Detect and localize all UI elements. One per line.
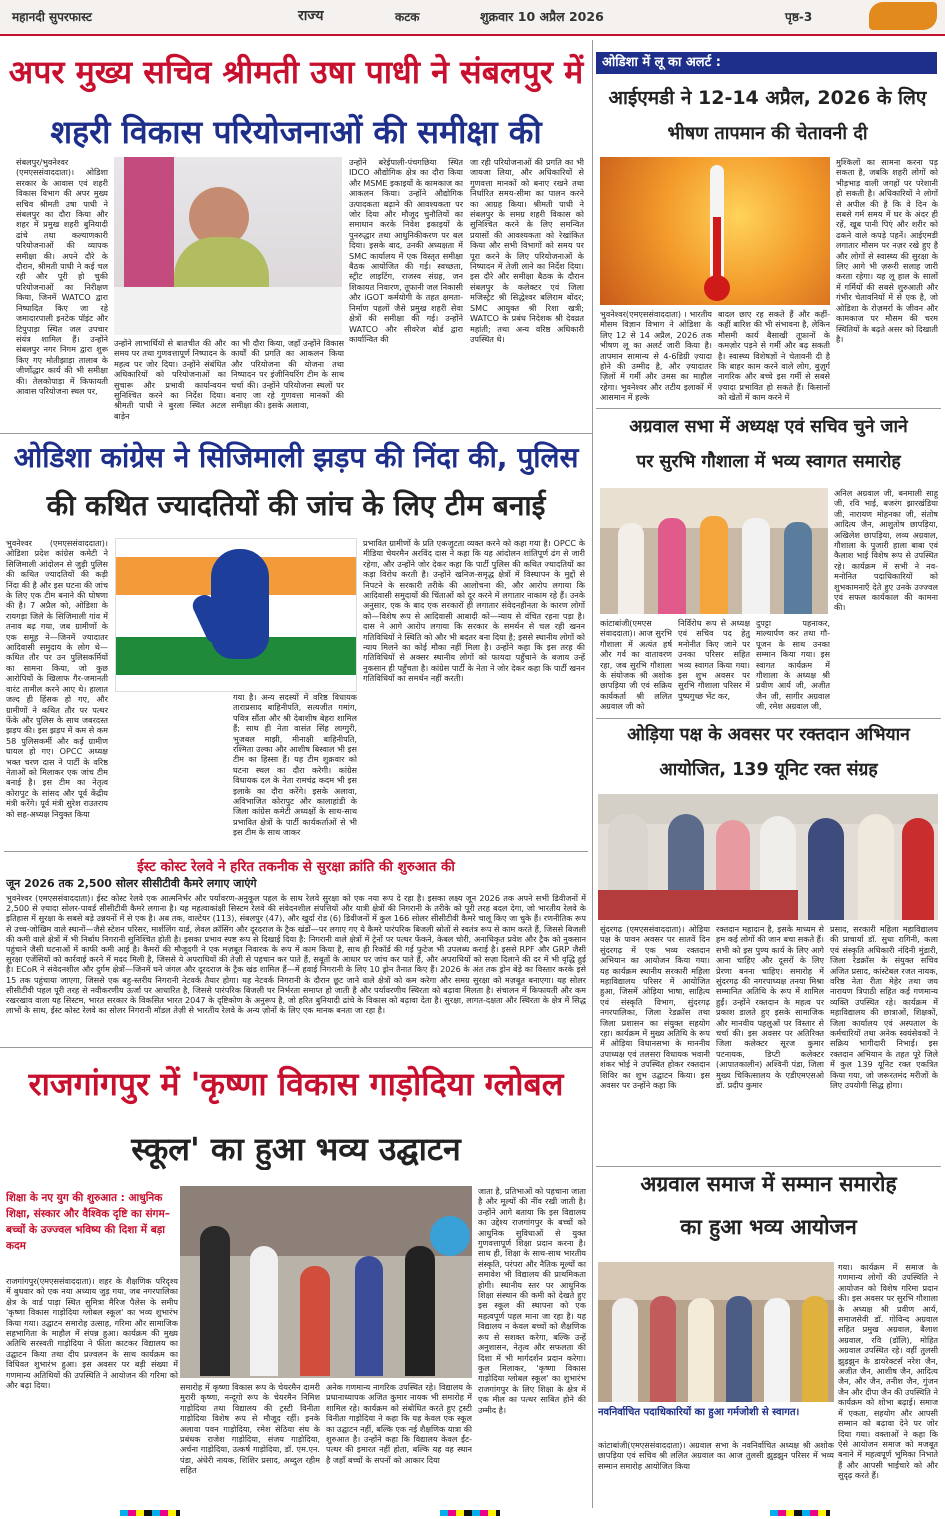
rail-box (4, 851, 588, 852)
a4-col4: जाता है, प्रतिभाओं को पहचाना जाता है और मूल्यों की नींव रखी जाती है। उन्होंने आगे बताया कि इस विद्यालय का उद्देश्य राजगांगपुर के बच्चों को आधुनिक सुविधाओं से युक्त गुणवत्तापूर्ण शिक्षा प्रदान करना है। साथ ही, शिक्षा के साथ-साथ भारतीय संस्कृति, परंपरा और नैतिक मूल्यों का समावेश भी विद्यालय की प्राथमिकता होगी। स्थानीय स्तर पर आधुनिक शिक्षा संस्थान की कमी को देखते हुए इस स्कूल की स्थापना को एक महत्वपूर्ण पहल माना जा रहा है। यह विद्यालय न केवल बच्चों को शैक्षणिक रूप से सशक्त करेगा, बल्कि उन्हें अनुशासन, नेतृत्व और सफलता की दिशा में भी मार्गदर्शन प्रदान करेगा। कुल मिलाकर, 'कृष्णा विकास गाड़ोदिया ग्लोबल स्कूल' का शुभारंभ राजगांगपुर के लिए शिक्षा के क्षेत्र में एक मील का पत्थर साबित होने की उम्मीद है। (478, 1186, 586, 1415)
r4-headline-1: अग्रवाल समाज में सम्मान समारोह (640, 1172, 897, 1196)
r2-headline-1: अग्रवाल सभा में अध्यक्ष एवं सचिव चुने जाने (629, 417, 908, 437)
r3-photo-blood-camp (598, 794, 938, 920)
divider (596, 1166, 941, 1167)
a4-headline-2: स्कूल' का हुआ भव्य उद्घाटन (131, 1130, 461, 1168)
r1-photo-thermometer (600, 157, 830, 305)
r2-side: अनिल अग्रवाल जी, बनमाली साहू जी, रवि भाई, बजरंग झारखंडिया जी, नारायण मोहनका जी, संतोष आदित्य जैन, आशुतोष छापड़िया, अखिलेश छापड़िया, लव्य अग्रवाल, गौशाला के पुजारी हाला बाबा एवं कैलाश भाई विशेष रूप से उपस्थित रहे। कार्यक्रम में सभी ने नव-मनोनित पदाधिकारियों को शुभकामनाएँ देते हुए उनके उज्ज्वल एवं सफल कार्यकाल की कामना की। (834, 488, 938, 613)
a1-col3: उन्होंने बरेईपाली-पंचगछिया स्थित IDCO औद्योगिक क्षेत्र का दौरा किया और MSME इकाइयों के कामकाज का आकलन किया। उन्होंने औद्योगिक उत्पादकता बढ़ाने की आवश्यकता पर जोर दिया और मौजूद चुनौतियों का समाधान करके निवेश इकाइयों के पुनरुद्धार तथा आधुनिकीकरण पर बल दिया। इसके बाद, उनकी अध्यक्षता में SMC कार्यालय में एक विस्तृत समीक्षा बैठक आयोजित की गई। स्वच्छता, स्ट्रीट लाइटिंग, राजस्व संग्रह, जन शिकायत निवारण, तूफानी जल निकासी और iGOT कर्मयोगी के तहत क्षमता-निर्माण पहलों जैसे प्रमुख शहरी सेवा क्षेत्रों की समीक्षा की गई। उन्होंने WATCO और सीवरेज बोर्ड द्वारा कार्यान्वित की (349, 157, 463, 344)
a2-col2: गया है। अन्य सदस्यों में वरिष्ठ विधायक ताराप्रसाद बाहिनीपति, सत्यजीत गमांग, पवित्र सौंता और श्री देबाशीष बेहरा शामिल हैं; साथ ही नेता वासंत सिंह लाग्गुरी, भुजबल माझी, मीनाक्षी बाहिनीपति, रश्मिता उल्का और आशीष बिस्वाल भी इस टीम का हिस्सा हैं। यह टीम शुक्रवार को घटना स्थल का दौरा करेगी। कांग्रेस विधायक दल के नेता रामचंद्र कदम भी इस इलाके का दौरा करेंगे। इसके अलावा, अविभाजित कोरापुट और कालाहांडी के जिला कांग्रेस कमेटी अध्यक्षों के साथ-साथ प्रभावित क्षेत्रों के पार्टी कार्यकर्ताओं से भी इस टीम के साथ जाकर (233, 692, 357, 838)
r1-col1: भुवनेश्वर(एमएससंवाददाता) । भारतीय मौसम विज्ञान विभाग ने ओडिशा के लिए 12 से 14 अप्रैल, 2026 तक भीषण लू का अलर्ट जारी किया है। तापमान सामान्य से 4-6डिग्री ज़्यादा होने की उम्मीद है, और ज़्यादातर ज़िलों में गर्मी और उमस का माहौल रहेगा। भुवनेश्वर और तटीय इलाकों में आसमान में हल्के (600, 309, 712, 403)
divider (596, 718, 941, 719)
divider (0, 1047, 592, 1048)
a1-photo-official (114, 157, 342, 335)
a2-headline-1: ओडिशा कांग्रेस ने सिजिमाली झड़प की निंदा की, पुलिस (13, 441, 579, 474)
r2-photo-felicitation (600, 488, 828, 614)
a4-headline-1: राजगांगपुर में 'कृष्णा विकास गाड़ोदिया ग्लोबल (28, 1065, 564, 1103)
r4-headline-2: का हुआ भव्य आयोजन (680, 1215, 857, 1239)
r2-headline-2: पर सुरभि गौशाला में भव्य स्वागत समारोह (636, 452, 901, 472)
a2-headline-2: की कथित ज्यादतियों की जांच के लिए टीम बनाई (46, 489, 546, 522)
a3-body: भुवनेश्वर (एमएससंवाददाता)। ईस्ट कोस्ट रेलवे एक आत्मनिर्भर और पर्यावरण-अनुकूल पहल के साथ रेलवे सुरक्षा को एक नया रूप दे रहा है। इसका लक्ष्य जून 2026 तक अपने सभी डिवीजनों में 2,500 से ज़्यादा सोलर-पावर्ड सीसीटीवी कैमरे लगाना है। यह महत्वाकांक्षी सिस्टम रेलवे की संवेदनशील संपत्तियों और यात्री क्षेत्रों की निगरानी के तरीके को पूरी तरह बदल देगा, जो भारतीय रेलवे के इतिहास में सुरक्षा के सबसे बड़े उन्नयनों में से एक है। अब तक, वाल्टेयर (113), संबलपुर (47), और खुर्दा रोड (6) डिवीजनों में कुल 166 सोलर सीसीटीवी कैमरे चालू किए जा चुके हैं। रणनीतिक रूप से उच्च-जोखिम वाले स्थानों—जैसे स्टेशन परिसर, मार्शलिंग यार्ड, लेवल क्रॉसिंग और दूरदराज के ट्रैक खंडों—पर लगाए गए ये कैमरे पारंपरिक बिजली स्रोतों से स्वतंत्र रूप से काम करते हैं, जिससे बिजली की कमी वाले क्षेत्रों में भी निर्बाध निगरानी सुनिश्चित होती है। इसका प्रभाव स्पष्ट रूप से दिखाई दिया है: निगरानी वाले क्षेत्रों में ट्रेनों पर पत्थर फेंकने, केबल चोरी, अनाधिकृत प्रवेश और ट्रैक को नुकसान पहुंचाने जैसी घटनाओं में काफी कमी आई है। कैमरों की मौजूदगी ने एक मज़बूत निवारक के रूप में काम किया है, साथ ही रिकॉर्ड की गई फुटेज भी उपलब्ध कराई है। इससे RPF और GRP जैसी सुरक्षा एजेंसियों को कार्रवाई करने में मदद मिली है, जिससे ये अपराधियों की तेज़ी से पहचान कर पाते हैं, सबूतों के आधार पर जांच कर पाते हैं, और अपराधियों को सज़ा दिलाने की दर में भी वृद्धि हुई है। ECoR ने संवेदनशील और दुर्गम क्षेत्रों—जिनमें घने जंगल और दूरदराज के ट्रैक खंड शामिल हैं—में हवाई निगरानी के लिए 10 ड्रोन तैनात किए हैं। 2026 के अंत तक ड्रोन बेड़े का विस्तार करके इसे 15 तक पहुंचाया जाएगा, जिससे एक बहु-स्तरीय निगरानी नेटवर्क तैयार होगा। यह नेटवर्क निगरानी के दौरान छूट जाने वाले क्षेत्रों को कम करेगा और समग्र सुरक्षा को मज़बूत बनाएगा। यह सोलर सीसीटीवी पहल पूरी तरह से नवीकरणीय ऊर्जा पर आधारित है, जिससे पारंपरिक बिजली पर निर्भरता समाप्त हो जाती है और पर्यावरणीय स्थिरता को बढ़ावा मिलता है। संचालन में किफायती और कम रखरखाव वाला यह सिस्टम, भारत सरकार के विकसित भारत 2047 के दृष्टिकोण के अनुरूप है, जो हरित बुनियादी ढांचे के विकास को बढ़ावा देता है। सुरक्षा, लागत-दक्षता और स्थिरता के क्षेत्र में सिद्ध लाभों के साथ, ईस्ट कोस्ट रेलवे का सोलर निगरानी मॉडल तेज़ी से भारतीय रेलवे के अन्य ज़ोनों के लिए एक मानक बनता जा रहा है। (6, 893, 586, 1016)
a2-col1: भुवनेश्वर (एमएससंवाददाता)। ओडिशा प्रदेश कांग्रेस कमेटी ने सिजिमाली आंदोलन से जुड़ी पुलिस की कथित ज्यादतियों की कड़ी निंदा की है और इस घटना की जांच के लिए एक टीम बनाने की घोषणा की है। 7 अप्रैल को, ओडिशा के रायगड़ा जिले के सिजिमाली गांव में तनाव बढ़ गया, जब ग्रामीणों के एक समूह ने—जिनमें ज्यादातर आदिवासी समुदाय के लोग थे—कथित तौर पर उन पुलिसकर्मियों का सामना किया, जो कुछ आरोपियों के खिलाफ गैर-जमानती वारंट तामील करने आए थे। हालात जल्द ही हिंसक हो गए, और ग्रामीणों ने कथित तौर पर पत्थर फेंके और पुलिस के साथ जबरदस्त झड़प की। इस झड़प में कम से कम 58 पुलिसकर्मी और कई ग्रामीण घायल हो गए। OPCC अध्यक्ष भक्त चरण दास ने पार्टी के वरिष्ठ नेताओं को मिलाकर एक जांच टीम बनाई है। इस टीम का नेतृत्व कोरापुट के सांसद और पूर्व केंद्रीय मंत्री करेंगे। पूर्व मंत्री सुरेश राउतराय को सह-अध्यक्ष नियुक्त किया (6, 538, 108, 819)
odisha-map-icon (869, 2, 937, 30)
page-number: पृष्ठ-3 (785, 10, 813, 24)
a1-headline-2: शहरी विकास परियोजनाओं की समीक्षा की (50, 113, 542, 151)
issue-date: शुक्रवार 10 अप्रैल 2026 (480, 9, 604, 24)
paper-name: महानदी सुपरफास्ट (12, 10, 92, 24)
a1-col4: जा रही परियोजनाओं की प्रगति का भी जायजा लिया, और अधिकारियों से गुणवत्ता मानकों को बनाए रखने तथा निर्धारित समय-सीमा का पालन करने का आग्रह किया। श्रीमती पाधी ने संबलपुर के समग्र शहरी विकास को सुनिश्चित करने के लिए समन्वित प्रयासों की आवश्यकता को रेखांकित किया और सभी विभागों को समय पर पूरा करने के लिए परियोजनाओं के निष्पादन में तेजी लाने का निर्देश दिया। इस दौरे और समीक्षा बैठक के दौरान संबलपुर के कलेक्टर एवं जिला मजिस्ट्रेट श्री सिद्धेश्वर बलिराम बोंदर; SMC आयुक्त श्री रिशा खत्री; WATCO के प्रबंध निदेशक श्री देवव्रत महांती; तथा अन्य वरिष्ठ अधिकारी उपस्थित थे। (470, 157, 584, 344)
a1-col2: उन्होंने लाभार्थियों से बातचीत की और समय पर तथा गुणवत्तापूर्ण निष्पादन के महत्व पर जोर दिया। उन्होंने संबंधित अधिकारियों को परियोजनाओं का सुचारू और प्रभावी कार्यान्वयन सुनिश्चित करने का निर्देश दिया। श्रीमती पाधी ने बुरला स्थित अटल बाड़ेन (114, 338, 226, 421)
r4-photo-ceremony (598, 1262, 834, 1402)
a1-col1: संबलपुर/भुवनेश्वर (एमएससंवाददाता)। ओडिशा सरकार के आवास एवं शहरी विकास विभाग की अपर मुख्य सचिव श्रीमती उषा पाधी ने संबलपुर का दौरा किया और शहर में प्रमुख शहरी बुनियादी ढांचे तथा कल्याणकारी परियोजनाओं की व्यापक समीक्षा की। अपने दौरे के दौरान, श्रीमती पाधी ने कई चल रही और पूरी हो चुकी परियोजनाओं का निरीक्षण किया, जिनमें WATCO द्वारा निष्पादित किए जा रहे जमादारपाली इनटेक पॉइंट और टिपुपाड़ा स्थित जल उपचार संयंत्र शामिल हैं। उन्होंने संबलपुर नगर निगम द्वारा शुरू किए गए मोतीझाड़ा तालाब के जीर्णोद्धार कार्य की भी समीक्षा की। तेलकोपाड़ा में किफायती आवास परियोजना स्थल पर, (16, 157, 108, 396)
r1-kicker: ओडिशा में लू का अलर्ट : (596, 52, 937, 74)
r2-col3: दुपट्टा पहनाकर, माल्यार्पण कर तथा गौ-पूजन के साथ उनका सम्मान किया गया। इस स्वागत कार्यक्रम में गौशाला के अध्यक्ष श्री प्रवीण आर्य जी, अजीत जैन जी, सागीर अग्रवाल जी, रमेश अग्रवाल जी, (756, 618, 830, 712)
congress-hand-logo (115, 538, 357, 692)
r1-headline-2: भीषण तापमान की चेतावनी दी (667, 123, 868, 144)
a3-subheadline: जून 2026 तक 2,500 सोलर सीसीटीवी कैमरे लगाए जाएंगे (6, 877, 257, 890)
r4-side: गया। कार्यक्रम में समाज के गणमान्य लोगों की उपस्थिति ने आयोजन को विशेष गरिमा प्रदान की। इस अवसर पर सुरभि गौशाला के अध्यक्ष श्री प्रवीण आर्य, समाजसेवी डॉ. गोविन्द अग्रवाल सहित प्रमुख अग्रवाल, बैलाश अग्रवाल, रवि (डॉलि), मोहित अग्रवाल उपस्थित रहे। वहीं तुलसी झुड़झुन के डायरेक्टर्स नरेश जैन, अजीत जैन, आशीष जैन, आदित्य जैन, और जैन, तनीश जैन, गुंजन जैन और दीपा जैन की उपस्थिति ने कार्यक्रम को शोभा बढ़ाई। समाज में एकता, सहयोग और आपसी सम्मान को बढ़ावा देने पर जोर दिया गया। वक्ताओं ने कहा कि ऐसे आयोजन समाज को मजबूत बनाने में महत्वपूर्ण भूमिका निभाते हैं और आपसी भाईचारे को और सुदृढ़ करते हैं। (838, 1262, 938, 1481)
vertical-divider (592, 40, 593, 1508)
print-marks (0, 1508, 945, 1519)
r2-col2: निर्विरोध रूप से अध्यक्ष एवं सचिव पद हेतु मनोनीत किए जाने पर उनका परिसर सहित भव्य स्वागत किया गया। इस शुभ अवसर पर सुरभि गौशाला परिसर में पुष्पगुच्छ भेंट कर, (678, 618, 750, 701)
a4-col3: अनेक गणमान्य नागरिक उपस्थित रहे। विद्यालय के प्रधानाध्यापक अजित कुमार नायक भी समारोह में शामिल रहे। कार्यक्रम को संबोधित करते हुए ट्रस्टी विनीता गाड़ोदिया ने कहा कि यह केवल एक स्कूल का उद्घाटन नहीं, बल्कि एक नई शैक्षणिक यात्रा की शुरुआत है। उन्होंने कहा कि विद्यालय केवल ईंट-पत्थर की इमारत नहीं होता, बल्कि यह वह स्थान है जहाँ बच्चों के सपनों को आकार दिया (326, 1382, 472, 1465)
top-rule (0, 34, 945, 36)
r3-headline-2: आयोजित, 139 यूनिट रक्त संग्रह (659, 760, 878, 780)
a4-lead: शिक्षा के नए युग की शुरुआत : आधुनिक शिक्षा, संस्कार और वैश्विक दृष्टि का संगम–बच्चों के उज्ज्वल भविष्य की दिशा में बड़ा कदम (6, 1192, 170, 1252)
a4-photo-inauguration (180, 1186, 472, 1378)
r3-col1: सुंदरगढ़ (एमएससंवाददाता)। ओड़िया पक्ष के पावन अवसर पर सातवें दिन सुंदरगढ़ में एक भव्य रक्तदान अभियान का आयोजन किया गया। यह कार्यक्रम स्थानीय सरकारी महिला महाविद्यालय परिसर में आयोजित हुआ, जिसमें ओड़िया भाषा, साहित्य एवं संस्कृति विभाग, सुंदरगढ़ नगरपालिका, जिला रेडक्रॉस तथा जिला प्रशासन का संयुक्त सहयोग रहा। कार्यक्रम में मुख्य अतिथि के रूप में ओड़िया विधानसभा के माननीय उपाध्यक्ष एवं तलसरा विधायक भवानी शंकर भोई ने उपस्थित होकर रक्तदान शिविर का शुभ उद्घाटन किया। इस अवसर पर उन्होंने कहा कि (600, 924, 710, 1091)
divider (596, 408, 941, 409)
r3-headline-1: ओड़िया पक्ष के अवसर पर रक्तदान अभियान (627, 725, 910, 745)
r1-col2: बादल छाए रह सकते हैं और कहीं-कहीं बारिश की भी संभावना है, लेकिन मौसमी कार्य बैसाखी तूफ़ानों के कमज़ोर पड़ने से गर्मी और बढ़ सकती है। स्वास्थ्य विशेषज्ञों ने चेतावनी दी है कि बाहर काम करने वाले लोग, बुज़ुर्ग नागरिक और बच्चे इस गर्मी से सबसे ज़्यादा प्रभावित हो सकते हैं। किसानों को खेतों में काम करने में (718, 309, 830, 403)
r3-col2: रक्तदान महादान है, इसके माध्यम से हम कई लोगों की जान बचा सकते हैं। सभी को इस पुण्य कार्य के लिए आगे आना चाहिए और दूसरों के लिए प्रेरणा बनना चाहिए। समारोह में सुंदरगढ़ की नगरपाध्यक्ष तनया मिश्रा सम्मानित अतिथि के रूप में शामिल हुईं। उन्होंने रक्तदान के महत्व पर प्रकाश डालते हुए इसके सामाजिक और मानवीय पहलुओं पर विस्तार से चर्चा की। इस अवसर पर अतिरिक्त जिला कलेक्टर सूरज कुमार पटनायक, डिप्टी कलेक्टर (आपातकालीन) अश्विनी पंडा, जिला मुख्य चिकित्सालय के एडीएमएसओ डॉ. प्रदीप कुमार (716, 924, 824, 1091)
a1-headline-1: अपर मुख्य सचिव श्रीमती उषा पाधी ने संबलपुर में (8, 53, 584, 91)
a3-headline: ईस्ट कोस्ट रेलवे ने हरित तकनीक से सुरक्षा क्रांति की शुरुआत की (137, 859, 455, 875)
divider (0, 433, 592, 434)
r2-col1: कांटाबांजी(एमएस संवाददाता)। आज सुरभि गौशाला में अत्यंत हर्ष और गर्व का वातावरण रहा, जब सुरभि गौशाला के संयोजक श्री अशोक छापड़िया जी एवं सक्रिय कार्यकर्ता श्री ललित अग्रवाल जी को (600, 618, 672, 712)
section-name: राज्य (298, 8, 324, 24)
r1-headline-1: आईएमडी ने 12-14 अप्रैल, 2026 के लिए (608, 87, 927, 109)
r3-col3: प्रसाद, सरकारी महिला महाविद्यालय की प्राचार्या डॉ. सुधा रागिनी, कला एवं संस्कृति अधिकारी नंदिनी मुंडारी, जिला रेडक्रॉस के संयुक्त सचिव अजित प्रसाद, कांस्टेबल रजत नायक, वरिष्ठ नेता रीता मेहेर तथा जय नारायण त्रिपाठी सहित कई गणमान्य व्यक्ति उपस्थित रहे। कार्यक्रम में महाविद्यालय की छात्राओं, शिक्षकों, जिला कार्यालय एवं अस्पताल के कर्मचारियों तथा अनेक स्वयंसेवकों ने सक्रिय भागीदारी निभाई। इस रक्तदान अभियान के तहत पूरे जिले में कुल 139 यूनिट रक्त एकत्रित किया गया, जो जरूरतमंद मरीजों के लिए उपयोगी सिद्ध होगा। (830, 924, 938, 1091)
r1-right-col: मुश्किलों का सामना करना पड़ सकता है, जबकि शहरी लोगों को भीड़भाड़ वाली जगहों पर परेशानी हो सकती है। अधिकारियों ने लोगों से अपील की है कि वे दिन के सबसे गर्म समय में घर के अंदर ही रहें, खूब पानी पिएं और शरीर को ढकने वाले कपड़े पहनें। आईएमडी लगातार मौसम पर नज़र रखे हुए है और लोगों से स्वास्थ्य की सुरक्षा के लिए आगे भी ज़रूरी सलाह जारी करता रहेगा। यह लू हाल के सालों में गर्मियों की सबसे शुरुआती और गंभीर चेतावनियों में से एक है, जो ओडिशा के रोज़मर्रा के जीवन और कामकाज पर मौसम की चरम स्थितियों के बढ़ते असर को दिखाती है। (836, 157, 938, 344)
a4-col2: समारोह में कृष्णा विकास रूप के चेयरमैन दामरी मुरारी कृष्णा, नन्दूगो रूप के चेयरमैन निमिश गाड़ोदिया तथा विद्यालय की ट्रस्टी विनीता गाड़ोदिया विशेष रूप से मौजूद रहीं। इनके अलावा पवन गाड़ोदिया, रमेश सेठिया संघ के प्रबंधक राजेश गाड़ोदिया, संजय गाड़ोदिया, अर्चना गाड़ोदिया, उत्कर्ष गाड़ोदिया, डॉ. एम.एन. पंडा, अंधेरी नायक, शिशिर प्रसाद, अब्दुल रहीम सहित (180, 1382, 320, 1476)
r4-bottom: कांटाबांजी(एमएससंवाददाता)। अग्रवाल सभा के नवनिर्वाचित अध्यक्ष श्री अशोक छापड़िया एवं सचिव श्री ललित अग्रवाल का आज तुलसी झुड़झुन परिसर में भव्य सम्मान समारोह आयोजित किया (598, 1440, 834, 1471)
masthead (0, 0, 945, 34)
a1-col2b: का भी दौरा किया, जहाँ उन्होंने विकास कार्यों की प्रगति का आकलन किया और परियोजना की योजना तथा निष्पादन पर इंजीनियरिंग टीम के साथ चर्चा की। उन्होंने परियोजना स्थलों पर बनाए जा रहे गुणवत्ता मानकों की समीक्षा की। इसके अलावा, (231, 338, 344, 411)
a4-col1: राजगांगपुर(एमएससंवाददाता)। शहर के शैक्षणिक परिदृश्य में बुधवार को एक नया अध्याय जुड़ गया, जब नगरपालिका क्षेत्र के वार्ड पाड़ा स्थित सुमित्रा मैरिज पैलेस के समीप 'कृष्णा विकास गाड़ोदिया ग्लोबल स्कूल' का भव्य शुभारंभ किया गया। उद्घाटन समारोह उत्साह, गरिमा और सामाजिक सहभागिता के माहौल में संपन्न हुआ। कार्यक्रम की मुख्य अतिथि सरस्वती गाड़ोदिया ने फीता काटकर विद्यालय का उद्घाटन किया तथा दीप प्रज्वलन के साथ कार्यक्रम का विधिवत शुभारंभ हुआ। इस अवसर पर बड़ी संख्या में गणमान्य अतिथियों की उपस्थिति ने आयोजन की गरिमा को और बढ़ा दिया। (6, 1276, 178, 1391)
r4-caption: नवनिर्वाचित पदाधिकारियों का हुआ गर्मजोशी से स्वागत। (598, 1407, 800, 1418)
city-name: कटक (395, 10, 420, 24)
a2-col3: प्रभावित ग्रामीणों के प्रति एकजुटता व्यक्त करने को कहा गया है। OPCC के मीडिया चेयरमैन अरविंद दास ने कहा कि यह आंदोलन शांतिपूर्ण ढंग से जारी रहेगा, और उन्होंने जोर देकर कहा कि पार्टी पुलिस की कथित ज्यादतियों का कड़ा विरोध करती है। उन्होंने खनिज-समृद्ध क्षेत्रों में विस्थापन के मुद्दों से निपटने के सरकारी तरीके की आलोचना की, और आरोप लगाया कि आदिवासी समुदायों की चिंताओं को दूर करने में लगातार नाकाम रहे हैं। उनके अनुसार, एक के बाद एक सरकारों ही लगातार संवेदनहीनता के कारण लोगों को—विशेष रूप से आदिवासी आबादी को—न्याय से वंचित रहना पड़ा है। दास ने आगे आरोप लगाया कि सरकार के समर्थन से चल रही खनन गतिविधियों ने स्थिति को और भी बदतर बना दिया है; इससे स्थानीय लोगों को न्याय मिलने का कोई मौका नहीं मिला है। उन्होंने कहा कि इस तरह की गतिविधियों से अक्सर स्थानीय लोगों को फायदा पहुँचाने के बजाय उन्हें नुकसान ही पहुँचता है। कांग्रेस पार्टी के नेता ने जोर देकर कहा कि पार्टी खनन गतिविधियों का समर्थन नहीं करती। (363, 538, 585, 684)
